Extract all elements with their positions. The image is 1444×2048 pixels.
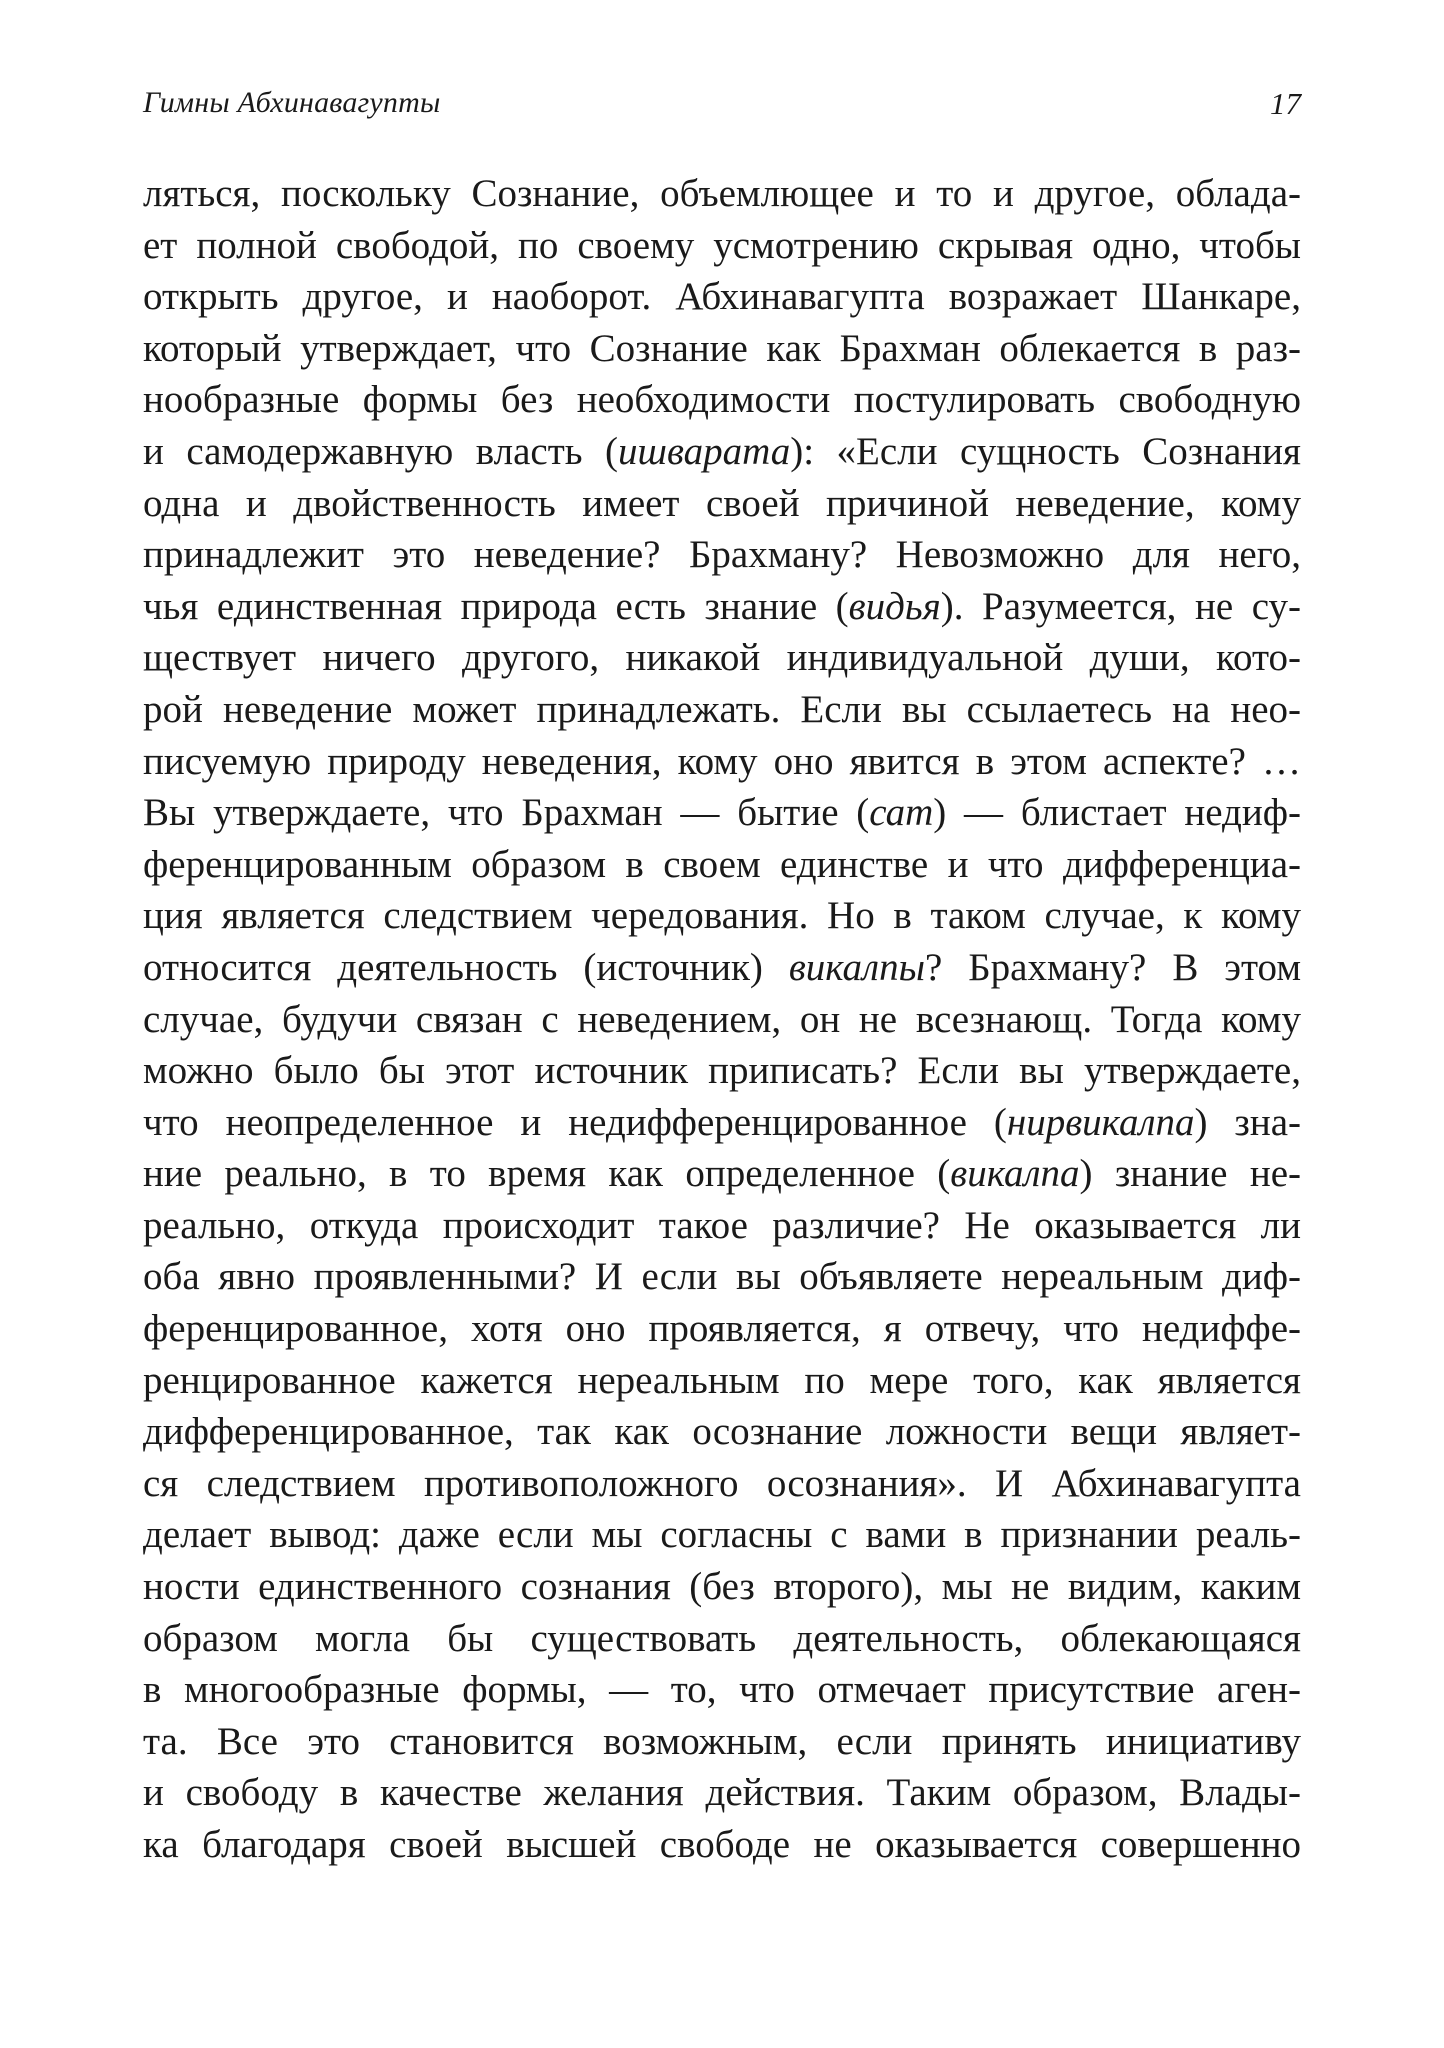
text-line [143, 1045, 1301, 1097]
text-segment: что неопределенное и недифференцированное ( [143, 1100, 1007, 1144]
text-segment: рой неведение может принадлежать. Если вы ссылаетесь на нео- [143, 687, 1301, 731]
text-line [143, 684, 1301, 736]
text-line [143, 1664, 1301, 1716]
text-line [143, 1716, 1301, 1768]
text-line [143, 787, 1301, 839]
text-line [143, 942, 1301, 994]
text-segment: ет полной свободой, по своему усмотрению скрывая одно, чтобы [143, 223, 1301, 267]
text-line [143, 994, 1301, 1046]
text-line [143, 1509, 1301, 1561]
text-line [143, 478, 1301, 530]
text-line [143, 220, 1301, 272]
text-segment: и свободу в качестве желания действия. Таким образом, Влады- [143, 1771, 1301, 1815]
text-segment: ). Разумеется, не су- [940, 584, 1301, 628]
text-line [143, 1251, 1301, 1303]
text-line [143, 1200, 1301, 1252]
running-header-title: Гимны Абхинавагупты [143, 86, 441, 119]
text-line [143, 323, 1301, 375]
body-text [143, 168, 1301, 1871]
text-segment: делает вывод: даже если мы согласны с вами в признании реаль- [143, 1513, 1301, 1557]
text-segment: ) знание не- [1079, 1152, 1302, 1196]
text-segment: дифференцированное, так как осознание ложности вещи являет- [143, 1410, 1301, 1454]
page-number: 17 [1270, 86, 1301, 121]
text-segment: ка благодаря своей высшей свободе не оказывается совершенно [143, 1823, 1301, 1866]
text-segment: ние реально, в то время как определенное ( [143, 1152, 951, 1196]
text-line [143, 1355, 1301, 1407]
text-segment: оба явно проявленными? И если вы объявляете нереальным диф- [143, 1255, 1301, 1299]
text-line [143, 1458, 1301, 1510]
text-line [143, 890, 1301, 942]
text-segment: ференцированным образом в своем единстве и что дифференциа- [143, 842, 1301, 886]
text-segment: Вы утверждаете, что Брахман — бытие ( [143, 791, 870, 835]
text-segment: образом могла бы существовать деятельность, облекающаяся [143, 1616, 1301, 1660]
text-segment: открыть другое, и наоборот. Абхинавагупта возражает Шанкаре, [143, 275, 1301, 319]
text-segment: ляться, поскольку Сознание, объемлющее и то и другое, облада- [143, 172, 1301, 215]
italic-term: ишварата [618, 429, 791, 473]
text-line [143, 271, 1301, 323]
text-segment: который утверждает, что Сознание как Брахман облекается в раз- [143, 326, 1301, 370]
text-line [143, 839, 1301, 891]
text-segment: и самодержавную власть ( [143, 429, 619, 473]
text-segment: ция является следствием чередования. Но в таком случае, к кому [143, 894, 1301, 938]
text-segment: писуемую природу неведения, кому оно явится в этом аспекте? … [143, 739, 1301, 783]
text-line [143, 1148, 1301, 1200]
text-line [143, 1406, 1301, 1458]
text-line [143, 1767, 1301, 1819]
text-line [143, 168, 1301, 220]
text-segment: принадлежит это неведение? Брахману? Невозможно для него, [143, 533, 1301, 577]
text-segment: та. Все это становится возможным, если принять инициативу [143, 1719, 1301, 1763]
text-line [143, 1819, 1301, 1871]
text-line [143, 1613, 1301, 1665]
text-segment: одна и двойственность имеет своей причиной неведение, кому [143, 481, 1301, 525]
text-line [143, 529, 1301, 581]
italic-term: сат [869, 791, 934, 835]
text-line [143, 1561, 1301, 1613]
text-segment: реально, откуда происходит такое различие? Не оказывается ли [143, 1203, 1301, 1247]
text-segment: ) зна- [1194, 1100, 1302, 1144]
italic-term: нирвикалпа [1006, 1100, 1195, 1144]
italic-term: видья [848, 584, 941, 628]
text-segment: можно было бы этот источник приписать? Если вы утверждаете, [143, 1049, 1301, 1093]
text-segment: ся следствием противоположного осознания». И Абхинавагупта [143, 1461, 1301, 1505]
text-segment: чья единственная природа есть знание ( [143, 584, 849, 628]
text-line [143, 1097, 1301, 1149]
text-segment: нообразные формы без необходимости постулировать свободную [143, 378, 1301, 422]
text-segment: случае, будучи связан с неведением, он не всезнающ. Тогда кому [143, 997, 1301, 1041]
text-segment: ) — блистает недиф- [933, 791, 1302, 835]
text-line [143, 374, 1301, 426]
text-line [143, 581, 1301, 633]
text-segment: ности единственного сознания (без второго), мы не видим, каким [143, 1565, 1301, 1609]
text-line [143, 1303, 1301, 1355]
text-line [143, 736, 1301, 788]
text-segment: ществует ничего другого, никакой индивидуальной души, кото- [143, 636, 1301, 680]
text-segment: ): «Если сущность Сознания [790, 429, 1301, 473]
italic-term: викалпа [950, 1152, 1080, 1196]
text-line [143, 632, 1301, 684]
text-segment: ренцированное кажется нереальным по мере того, как является [143, 1358, 1301, 1402]
text-segment: ? Брахману? В этом [924, 945, 1301, 989]
italic-term: викалпы [788, 945, 925, 989]
text-segment: ференцированное, хотя оно проявляется, я отвечу, что недиффе- [143, 1307, 1301, 1351]
text-segment: относится деятельность (источник) [143, 945, 789, 989]
text-segment: в многообразные формы, — то, что отмечает присутствие аген- [143, 1668, 1301, 1712]
text-line [143, 426, 1301, 478]
